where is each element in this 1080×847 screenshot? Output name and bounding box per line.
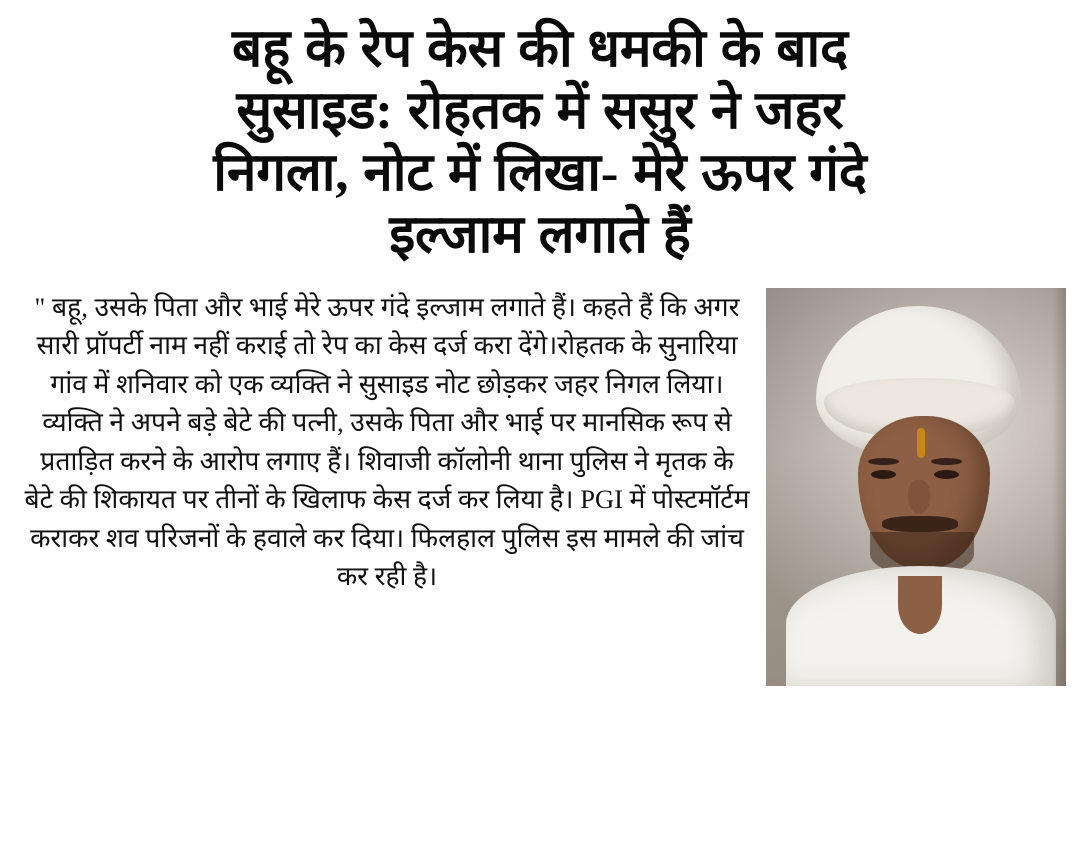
man-in-white-turban-photo	[766, 288, 1066, 686]
eyebrow-left	[868, 458, 899, 465]
eyebrow-right	[931, 458, 962, 465]
photo-edge-shadow	[1052, 288, 1066, 686]
article-paragraph: " बहू, उसके पिता और भाई मेरे ऊपर गंदे इल्जाम लगाते हैं। कहते हैं कि अगर सारी प्रॉपर्टी नाम नहीं कराई तो रेप का केस दर्ज करा देंगे।रोहतक के सुनारिया गांव में शनिवार को एक व्यक्ति ने सुसाइड नोट छोड़कर जहर निगल लिया। व्यक्ति ने अपने बड़े बेटे की पत्नी, उसके पिता और भाई पर मानसिक रूप से प्रताड़ित करने के आरोप लगाए हैं। शिवाजी कॉलोनी थाना पुलिस ने मृतक के बेटे की शिकायत पर तीनों के खिलाफ केस दर्ज कर लिया है। PGI में पोस्टमॉर्टम कराकर शव परिजनों के हवाले कर दिया। फिलहाल पुलिस इस मामले की जांच कर रही है।	[24, 292, 750, 591]
tilak-mark	[917, 428, 925, 458]
eye-right	[934, 470, 959, 479]
nose-shape	[908, 480, 930, 514]
headline-line-4: इल्जाम लगाते हैं	[389, 206, 691, 264]
moustache-shape	[882, 516, 958, 532]
article-text-column	[14, 282, 760, 595]
headline-line-2: सुसाइड: रोहतक में ससुर ने जहर	[236, 82, 844, 140]
headline	[0, 0, 1080, 272]
eye-left	[871, 470, 896, 479]
article-body-area	[0, 272, 1080, 847]
headline-line-1: बहू के रेप केस की धमकी के बाद	[232, 20, 848, 78]
kurta-shape	[786, 566, 1056, 686]
photo-background	[766, 288, 1066, 686]
headline-line-3: निगला, नोट में लिखा- मेरे ऊपर गंदे	[213, 144, 867, 202]
